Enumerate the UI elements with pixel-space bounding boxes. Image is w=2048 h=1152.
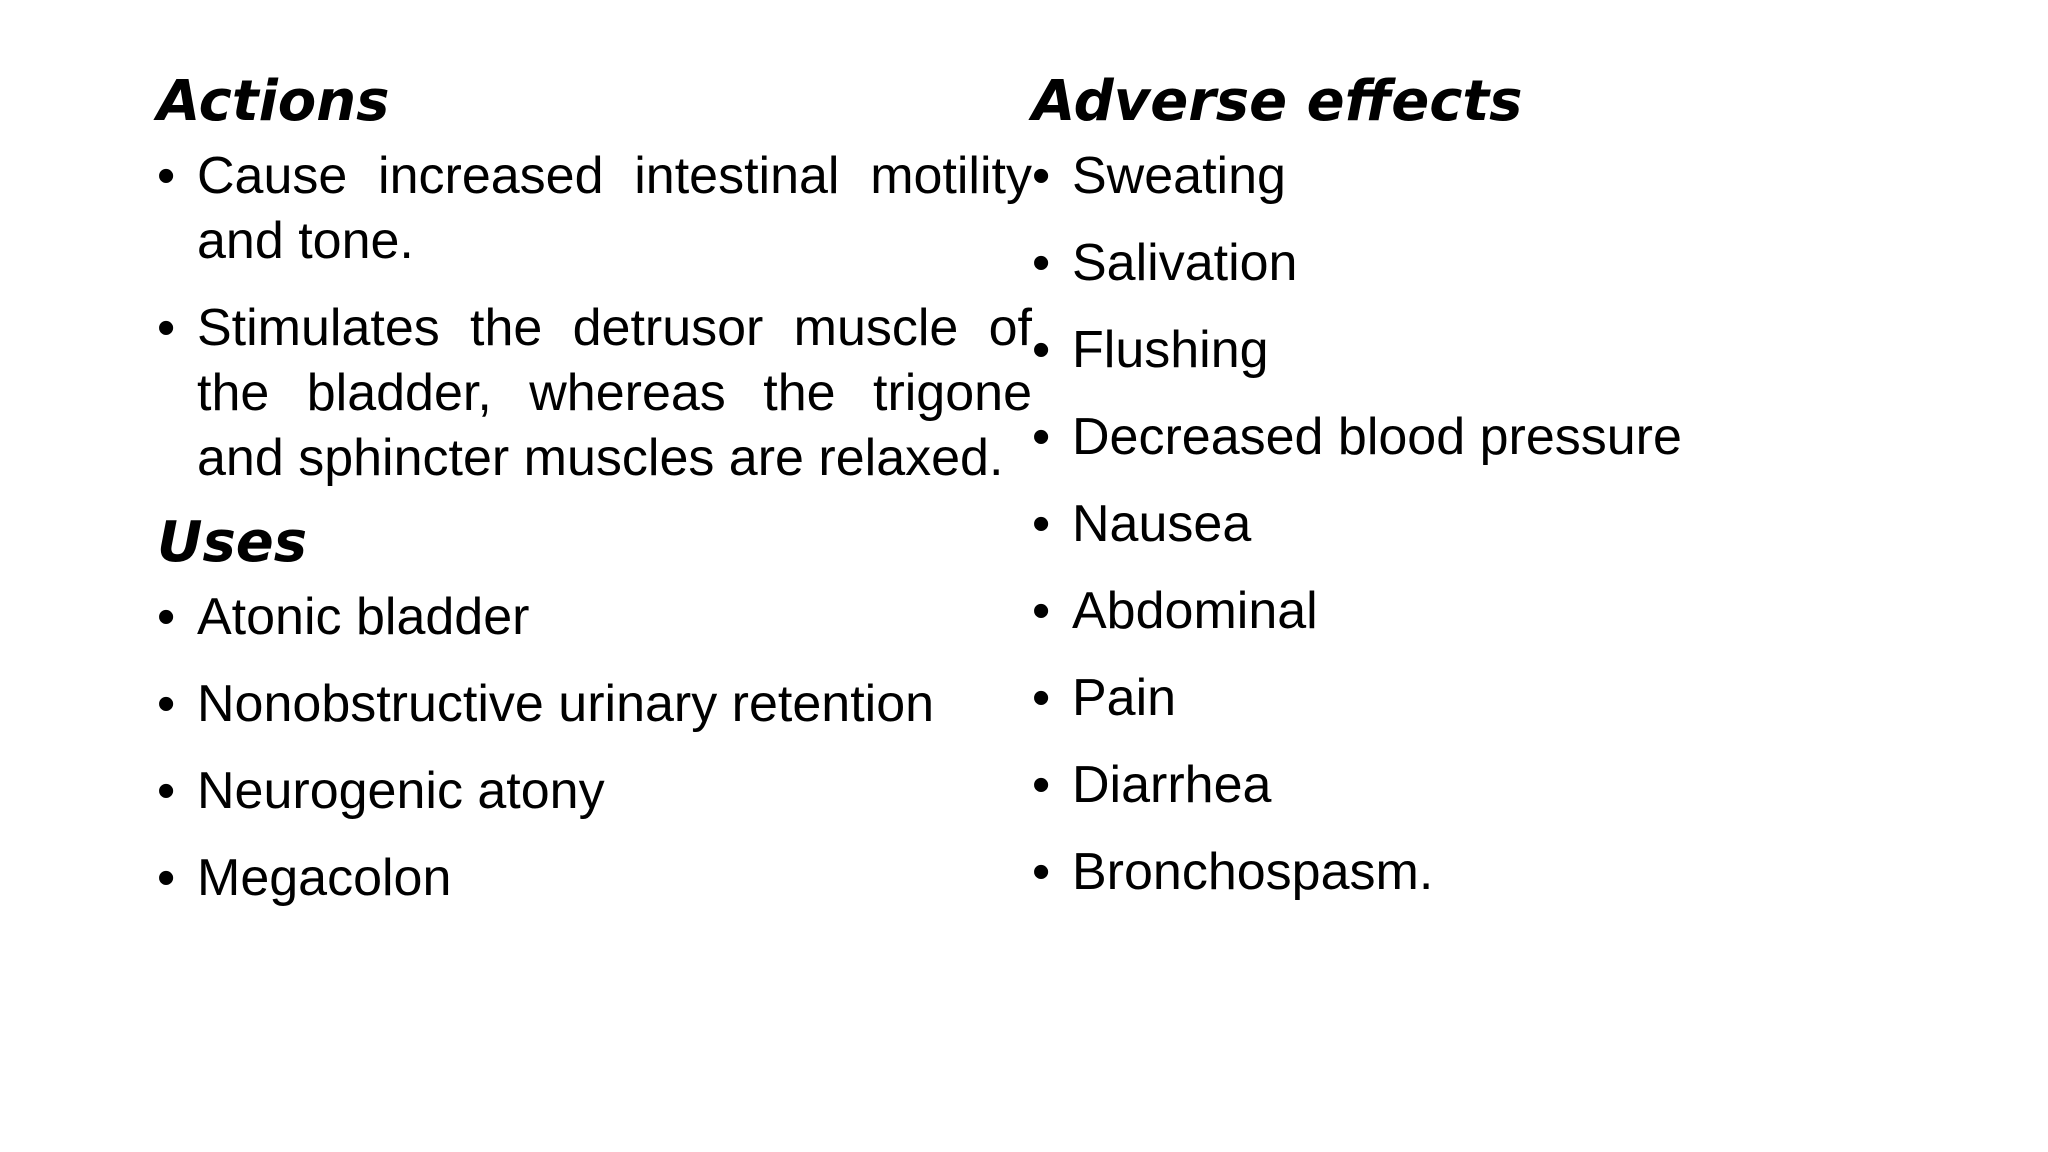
adverse-effects-heading: Adverse effects bbox=[1032, 69, 1523, 134]
actions-item-text: Stimulates the detrusor muscle of the bladder, whereas the trigone and sphincter muscles are relaxed. bbox=[197, 299, 1032, 487]
adverse-effects-item-text: Bronchospasm. bbox=[1072, 843, 1434, 901]
bullet-icon: • bbox=[157, 762, 176, 820]
actions-heading: Actions bbox=[157, 69, 390, 134]
bullet-icon: • bbox=[1032, 582, 1051, 640]
bullet-icon: • bbox=[157, 299, 176, 357]
adverse-effects-item-text: Pain bbox=[1072, 669, 1177, 727]
bullet-icon: • bbox=[1032, 234, 1051, 292]
adverse-effects-item-3 bbox=[1032, 318, 1932, 383]
adverse-effects-item-text: Abdominal bbox=[1072, 582, 1318, 640]
uses-list bbox=[157, 585, 1032, 911]
adverse-effects-item-text: Salivation bbox=[1072, 234, 1298, 292]
uses-heading: Uses bbox=[157, 510, 308, 575]
bullet-icon: • bbox=[1032, 756, 1051, 814]
bullet-icon: • bbox=[1032, 669, 1051, 727]
adverse-effects-item-1 bbox=[1032, 144, 1932, 209]
adverse-effects-item-4 bbox=[1032, 405, 1932, 470]
uses-item-text: Atonic bladder bbox=[197, 588, 530, 646]
adverse-effects-item-text: Diarrhea bbox=[1072, 756, 1272, 814]
uses-item-4 bbox=[157, 846, 1032, 911]
uses-item-text: Nonobstructive urinary retention bbox=[197, 675, 935, 733]
bullet-icon: • bbox=[1032, 147, 1051, 205]
bullet-icon: • bbox=[157, 147, 176, 205]
uses-item-text: Neurogenic atony bbox=[197, 762, 605, 820]
adverse-effects-item-6 bbox=[1032, 579, 1932, 644]
adverse-effects-item-text: Sweating bbox=[1072, 147, 1286, 205]
bullet-icon: • bbox=[1032, 843, 1051, 901]
adverse-effects-item-text: Decreased blood pressure bbox=[1072, 408, 1682, 466]
bullet-icon: • bbox=[157, 588, 176, 646]
bullet-icon: • bbox=[1032, 408, 1051, 466]
uses-item-2 bbox=[157, 672, 1032, 737]
actions-item-1 bbox=[157, 144, 1032, 274]
right-column bbox=[1032, 60, 1932, 927]
adverse-effects-item-9 bbox=[1032, 840, 1932, 905]
bullet-icon: • bbox=[1032, 495, 1051, 553]
actions-list bbox=[157, 144, 1032, 491]
bullet-icon: • bbox=[157, 675, 176, 733]
adverse-effects-item-text: Flushing bbox=[1072, 321, 1269, 379]
bullet-icon: • bbox=[157, 849, 176, 907]
adverse-effects-item-8 bbox=[1032, 753, 1932, 818]
adverse-effects-item-7 bbox=[1032, 666, 1932, 731]
left-column bbox=[157, 60, 1032, 933]
uses-item-1 bbox=[157, 585, 1032, 650]
bullet-icon: • bbox=[1032, 321, 1051, 379]
adverse-effects-item-text: Nausea bbox=[1072, 495, 1252, 553]
actions-item-2 bbox=[157, 296, 1032, 491]
adverse-effects-item-2 bbox=[1032, 231, 1932, 296]
actions-item-text: Cause increased intestinal motility and tone. bbox=[197, 147, 1032, 270]
uses-item-text: Megacolon bbox=[197, 849, 452, 907]
adverse-effects-item-5 bbox=[1032, 492, 1932, 557]
adverse-effects-list bbox=[1032, 144, 1932, 905]
uses-item-3 bbox=[157, 759, 1032, 824]
